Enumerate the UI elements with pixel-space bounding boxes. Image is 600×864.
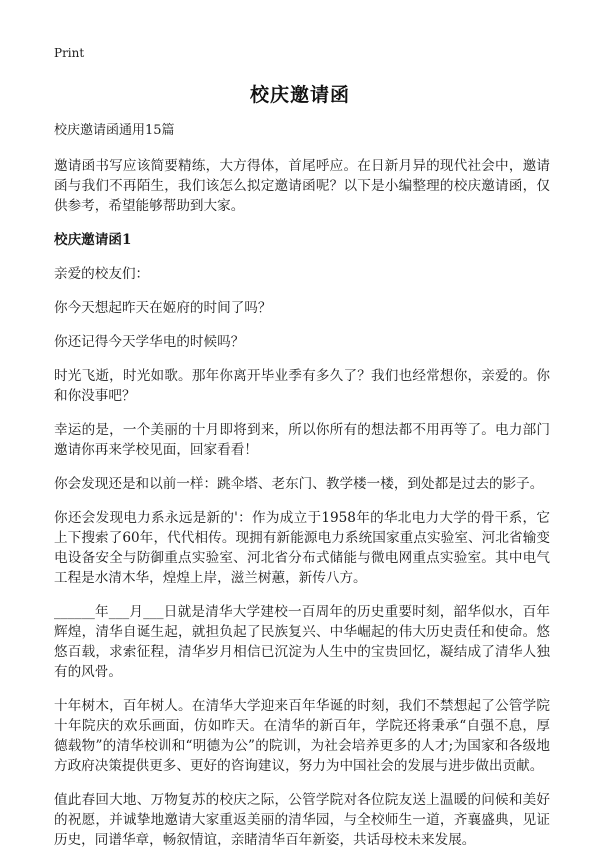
salutation: 亲爱的校友们： (54, 266, 150, 282)
paragraph: 值此春回大地、万物复苏的校庆之际，公管学院对各位院友送上温暖的问候和美好的祝愿，并诚挚地邀请大家重返美丽的清华园，与全校师生一道，齐襄盛典，见证历史，同谱华章，畅叙情谊，亲睹清华百年新姿，共话母校未来发展。 (54, 792, 550, 848)
paragraph: 你还记得今天学华电的时候吗？ (54, 334, 245, 350)
paragraph: 你今天想起昨天在姬府的时间了吗？ (54, 300, 272, 316)
paragraph: ______年___月___日就是清华大学建校一百周年的历史重要时刻，韶华似水，百年辉煌，清华自诞生起，就担负起了民族复兴、中华崛起的伟大历史责任和使命。悠悠百载，求索征程，清华岁月相信已沉淀为人生中的宝贵回忆，凝结成了清华人独有的风骨。 (54, 604, 550, 680)
paragraph: 你还会发现电力系永远是新的'：作为成立于1958年的华北电力大学的骨干系，它上下搜索了60年，代代相传。现拥有新能源电力系统国家重点实验室、河北省输变电设备安全与防御重点实验室、河北省分布式储能与微电网重点实验室。其中电气工程是水清木华，煌煌上岸，滋兰树蕙，新传八方。 (54, 510, 550, 586)
paragraph: 时光飞逝，时光如歌。那年你离开毕业季有多久了？我们也经常想你，亲爱的。你和你没事吧？ (54, 368, 550, 404)
section-heading: 校庆邀请函1 (54, 232, 132, 248)
paragraph: 幸运的是，一个美丽的十月即将到来，所以你所有的想法都不用再等了。电力部门邀请你再来学校见面，回家看看！ (54, 422, 550, 458)
page-title: 校庆邀请函 (249, 84, 350, 106)
paragraph: 你会发现还是和以前一样：跳伞塔、老东门、教学楼一楼，到处都是过去的影子。 (54, 476, 544, 492)
document-subtitle: 校庆邀请函通用15篇 (54, 123, 175, 138)
print-link[interactable]: Print (54, 46, 85, 60)
paragraph: 十年树木，百年树人。在清华大学迎来百年华诞的时刻，我们不禁想起了公管学院十年院庆的欢乐画面，仿如昨天。在清华的新百年，学院还将秉承“自强不息，厚德载物”的清华校训和“明德为公”的院训，为社会培养更多的人才;为国家和各级地方政府决策提供更多、更好的咨询建议，努力为中国社会的发展与进步做出贡献。 (54, 698, 550, 774)
document-body (54, 122, 550, 864)
intro-paragraph: 邀请函书写应该简要精练，大方得体，首尾呼应。在日新月异的现代社会中，邀请函与我们不再陌生，我们该怎么拟定邀请函呢？以下是小编整理的校庆邀请函，仅供参考，希望能够帮助到大家。 (54, 158, 550, 214)
